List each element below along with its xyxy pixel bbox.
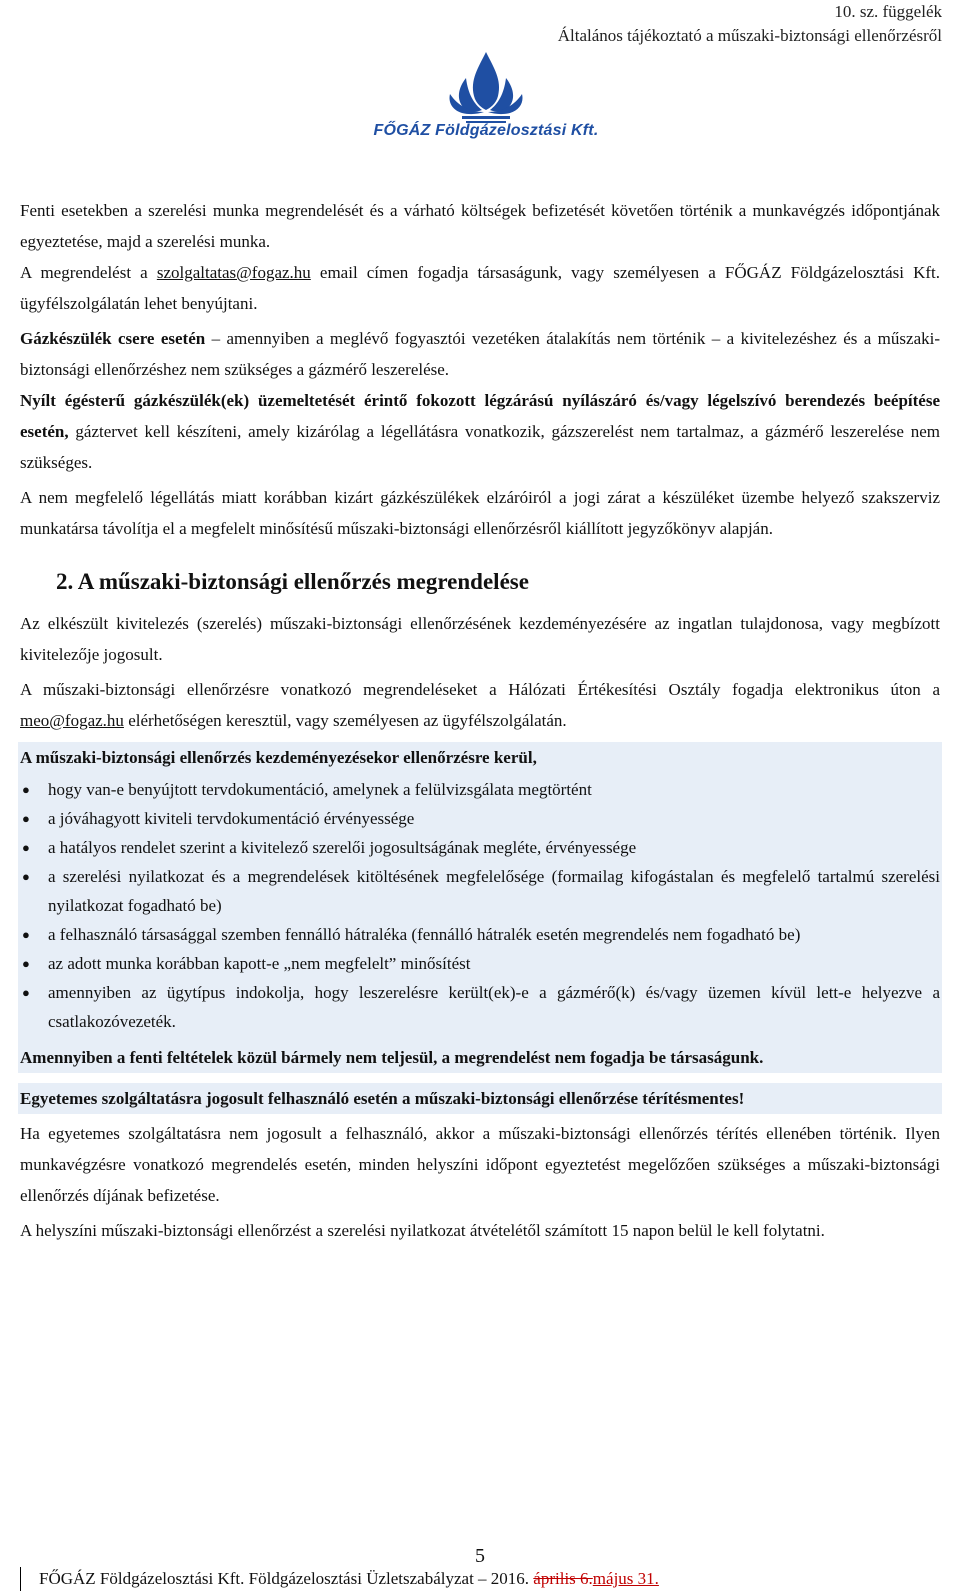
section-2-paragraph-2-text: A műszaki-biztonsági ellenőrzésre vonatkozó megrendeléseket a Hálózati Értékesítési Osztály fogadja elektronikus úton a — [20, 680, 940, 699]
document-body — [20, 195, 940, 1246]
section-2-paragraph-2-text-end: elérhetőségen keresztül, vagy személyesen az ügyfélszolgálatán. — [123, 711, 567, 730]
section-2-paragraph-4: A helyszíni műszaki-biztonsági ellenőrzést a szerelési nyilatkozat átvételétől számított 15 napon belül le kell folytatni. — [20, 1221, 825, 1240]
list-item: ● a jóváhagyott kiviteli tervdokumentáció érvényessége — [20, 804, 940, 833]
check-box — [18, 742, 942, 1073]
paragraph-3-lead: Gázkészülék csere esetén — [20, 329, 206, 348]
paragraph-4-lead: Nyílt égésterű gázkészülék(ek) üzemeltetését érintő fokozott légzárású nyílászáró és/vagy légelszívó berendezés beépítése esetén, — [20, 391, 940, 441]
section-2-heading: 2. A műszaki-biztonsági ellenőrzés megrendelése — [56, 569, 529, 594]
appendix-label: 10. sz. függelék — [834, 2, 942, 21]
list-item: ● hogy van-e benyújtott tervdokumentáció, amelynek a felülvizsgálata megtörtént — [20, 775, 940, 804]
footer-main-text: FŐGÁZ Földgázelosztási Kft. Földgázelosztási Üzletszabályzat – 2016. — [39, 1569, 534, 1588]
document-subtitle: Általános tájékoztató a műszaki-biztonsági ellenőrzésről — [557, 26, 942, 45]
paragraph-4-text: gáztervet kell készíteni, amely kizárólag a légellátásra vonatkozik, gázszerelést nem tartalmaz, a gázmérő leszerelése nem szükséges. — [20, 422, 940, 472]
list-item: ● amennyiben az ügytípus indokolja, hogy leszerelésre került(ek)-e a gázmérő(k) és/vagy üzemen kívül lett-e helyezve a csatlakozóvezeték. — [20, 978, 940, 1036]
free-note-box — [18, 1083, 942, 1114]
footer-text — [20, 1567, 659, 1591]
check-list — [20, 775, 940, 1036]
paragraph-2-text: A megrendelést a — [20, 263, 157, 282]
check-heading: A műszaki-biztonsági ellenőrzés kezdeményezésekor ellenőrzésre kerül, — [20, 748, 537, 767]
section-2-paragraph-3: Ha egyetemes szolgáltatásra nem jogosult a felhasználó, akkor a műszaki-biztonsági ellenőrzés térítés ellenében történik. Ilyen munkavégzésre vonatkozó megrendelés esetén, minden helyszíni időpont egyeztetést megelőzően szükséges a műszaki-biztonsági ellenőrzés díjának befizetése. — [20, 1124, 940, 1205]
paragraph-4 — [20, 385, 940, 478]
list-item: ● a szerelési nyilatkozat és a megrendelések kitöltésének megfelelősége (formailag kifogástalan és megfelelő tartalmú szerelési nyilatkozat fogadható be) — [20, 862, 940, 920]
paragraph-5: A nem megfelelő légellátás miatt korábban kizárt gázkészülékek elzáróiról a jogi zárat a készüléket üzembe helyező szakszerviz munkatársa távolítja el a megfelelt minősítésű műszaki-biztonsági ellenőrzésről kiállított jegyzőkönyv alapján. — [20, 488, 940, 538]
logo-text: FŐGÁZ Földgázelosztási Kft. — [373, 122, 599, 139]
paragraph-1: Fenti esetekben a szerelési munka megrendelését és a várható költségek befizetését követően történik a munkavégzés időpontjának egyeztetése, majd a szerelési munka. — [20, 201, 940, 251]
reject-note: Amennyiben a fenti feltételek közül bármely nem teljesül, a megrendelést nem fogadja be társaságunk. — [20, 1048, 764, 1067]
free-note: Egyetemes szolgáltatásra jogosult felhasználó esetén a műszaki-biztonsági ellenőrzése térítésmentes! — [20, 1089, 745, 1108]
section-2-paragraph-1: Az elkészült kivitelezés (szerelés) műszaki-biztonsági ellenőrzésének kezdeményezésére az ingatlan tulajdonosa, vagy megbízott kivitelezője jogosult. — [20, 614, 940, 664]
paragraph-3-text: – amennyiben a meglévő fogyasztói vezetéken átalakítás nem történik – a kivitelezéshez és a műszaki-biztonsági ellenőrzéshez nem szükséges a gázmérő leszerelése. — [20, 329, 940, 379]
page-number: 5 — [475, 1545, 485, 1567]
paragraph-2 — [20, 257, 940, 319]
list-item: ● a hatályos rendelet szerint a kivitelező szerelői jogosultságának megléte, érvényessége — [20, 833, 940, 862]
list-item: ● a felhasználó társasággal szemben fennálló hátraléka (fennálló hátralék esetén megrendelés nem fogadható be) — [20, 920, 940, 949]
fogaz-logo — [366, 50, 606, 142]
list-item: ● az adott munka korábban kapott-e „nem megfelelt” minősítést — [20, 949, 940, 978]
footer-inserted-date: május 31. — [592, 1569, 659, 1588]
flame-icon — [366, 50, 606, 124]
footer-deleted-date: április 6. — [533, 1569, 593, 1588]
paragraph-2-text-end: email címen fogadja társaságunk, vagy személyesen a FŐGÁZ Földgázelosztási Kft. ügyfélszolgálatán lehet benyújtani. — [20, 263, 940, 313]
paragraph-3 — [20, 323, 940, 385]
section-2-paragraph-2 — [20, 674, 940, 736]
meo-email-link[interactable]: meo@fogaz.hu — [20, 711, 124, 730]
page-header — [558, 0, 942, 48]
service-email-link[interactable]: szolgaltatas@fogaz.hu — [156, 263, 311, 282]
